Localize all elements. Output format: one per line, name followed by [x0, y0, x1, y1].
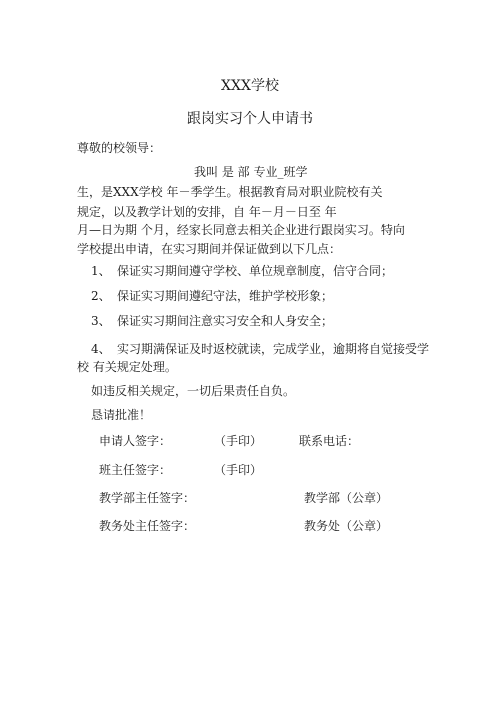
intro-line-4: 月—日为期 个月，经家长同意去相关企业进行跟岗实习。特向: [77, 223, 405, 237]
intro-line-5: 学校提出申请，在实习期间并保证做到以下几点：: [77, 242, 342, 256]
applicant-fingerprint-label: （手印）: [214, 434, 263, 448]
list-item: 实习期满保证及时返校就读，完成学业，逾期将自觉接受学: [117, 342, 430, 356]
list-item: 保证实习期间遵纪守法，维护学校形象；: [117, 289, 334, 303]
list-item: 保证实习期间注意实习安全和人身安全；: [117, 314, 334, 328]
list-item: 保证实习期间遵守学校、单位规章制度，信守合同；: [117, 264, 394, 278]
closing-statement: 如违反相关规定，一切后果责任自负。: [91, 384, 296, 398]
teaching-dept-head-signature-label: 教学部主任签字：: [99, 491, 196, 505]
salutation: 尊敬的校领导：: [77, 141, 162, 155]
list-item-number: 2、: [91, 289, 111, 303]
list-item-number: 1、: [91, 264, 111, 278]
list-item-number: 4、: [91, 342, 111, 356]
list-item-number: 3、: [91, 314, 111, 328]
intro-line-1: 我叫 是 部 专业_班学: [194, 165, 308, 179]
teaching-dept-seal-label: 教学部（公章）: [304, 491, 389, 505]
document-title: 跟岗实习个人申请书: [187, 111, 313, 127]
list-item-continuation: 校 有关规定处理。: [77, 360, 177, 374]
class-teacher-fingerprint-label: （手印）: [214, 463, 263, 477]
contact-phone-label: 联系电话：: [299, 434, 360, 448]
request-approval: 恳请批准！: [91, 408, 152, 422]
intro-line-2: 生，是XXX学校 年－季学生。根据教育局对职业院校有关: [77, 185, 383, 199]
intro-line-3: 规定，以及教学计划的安排，自 年－月－日至 年: [77, 205, 337, 219]
class-teacher-signature-label: 班主任签字：: [99, 463, 172, 477]
academic-affairs-head-signature-label: 教务处主任签字：: [99, 519, 196, 533]
school-title: XXX学校: [221, 78, 279, 94]
applicant-signature-label: 申请人签字：: [99, 434, 172, 448]
academic-affairs-seal-label: 教务处（公章）: [304, 519, 389, 533]
